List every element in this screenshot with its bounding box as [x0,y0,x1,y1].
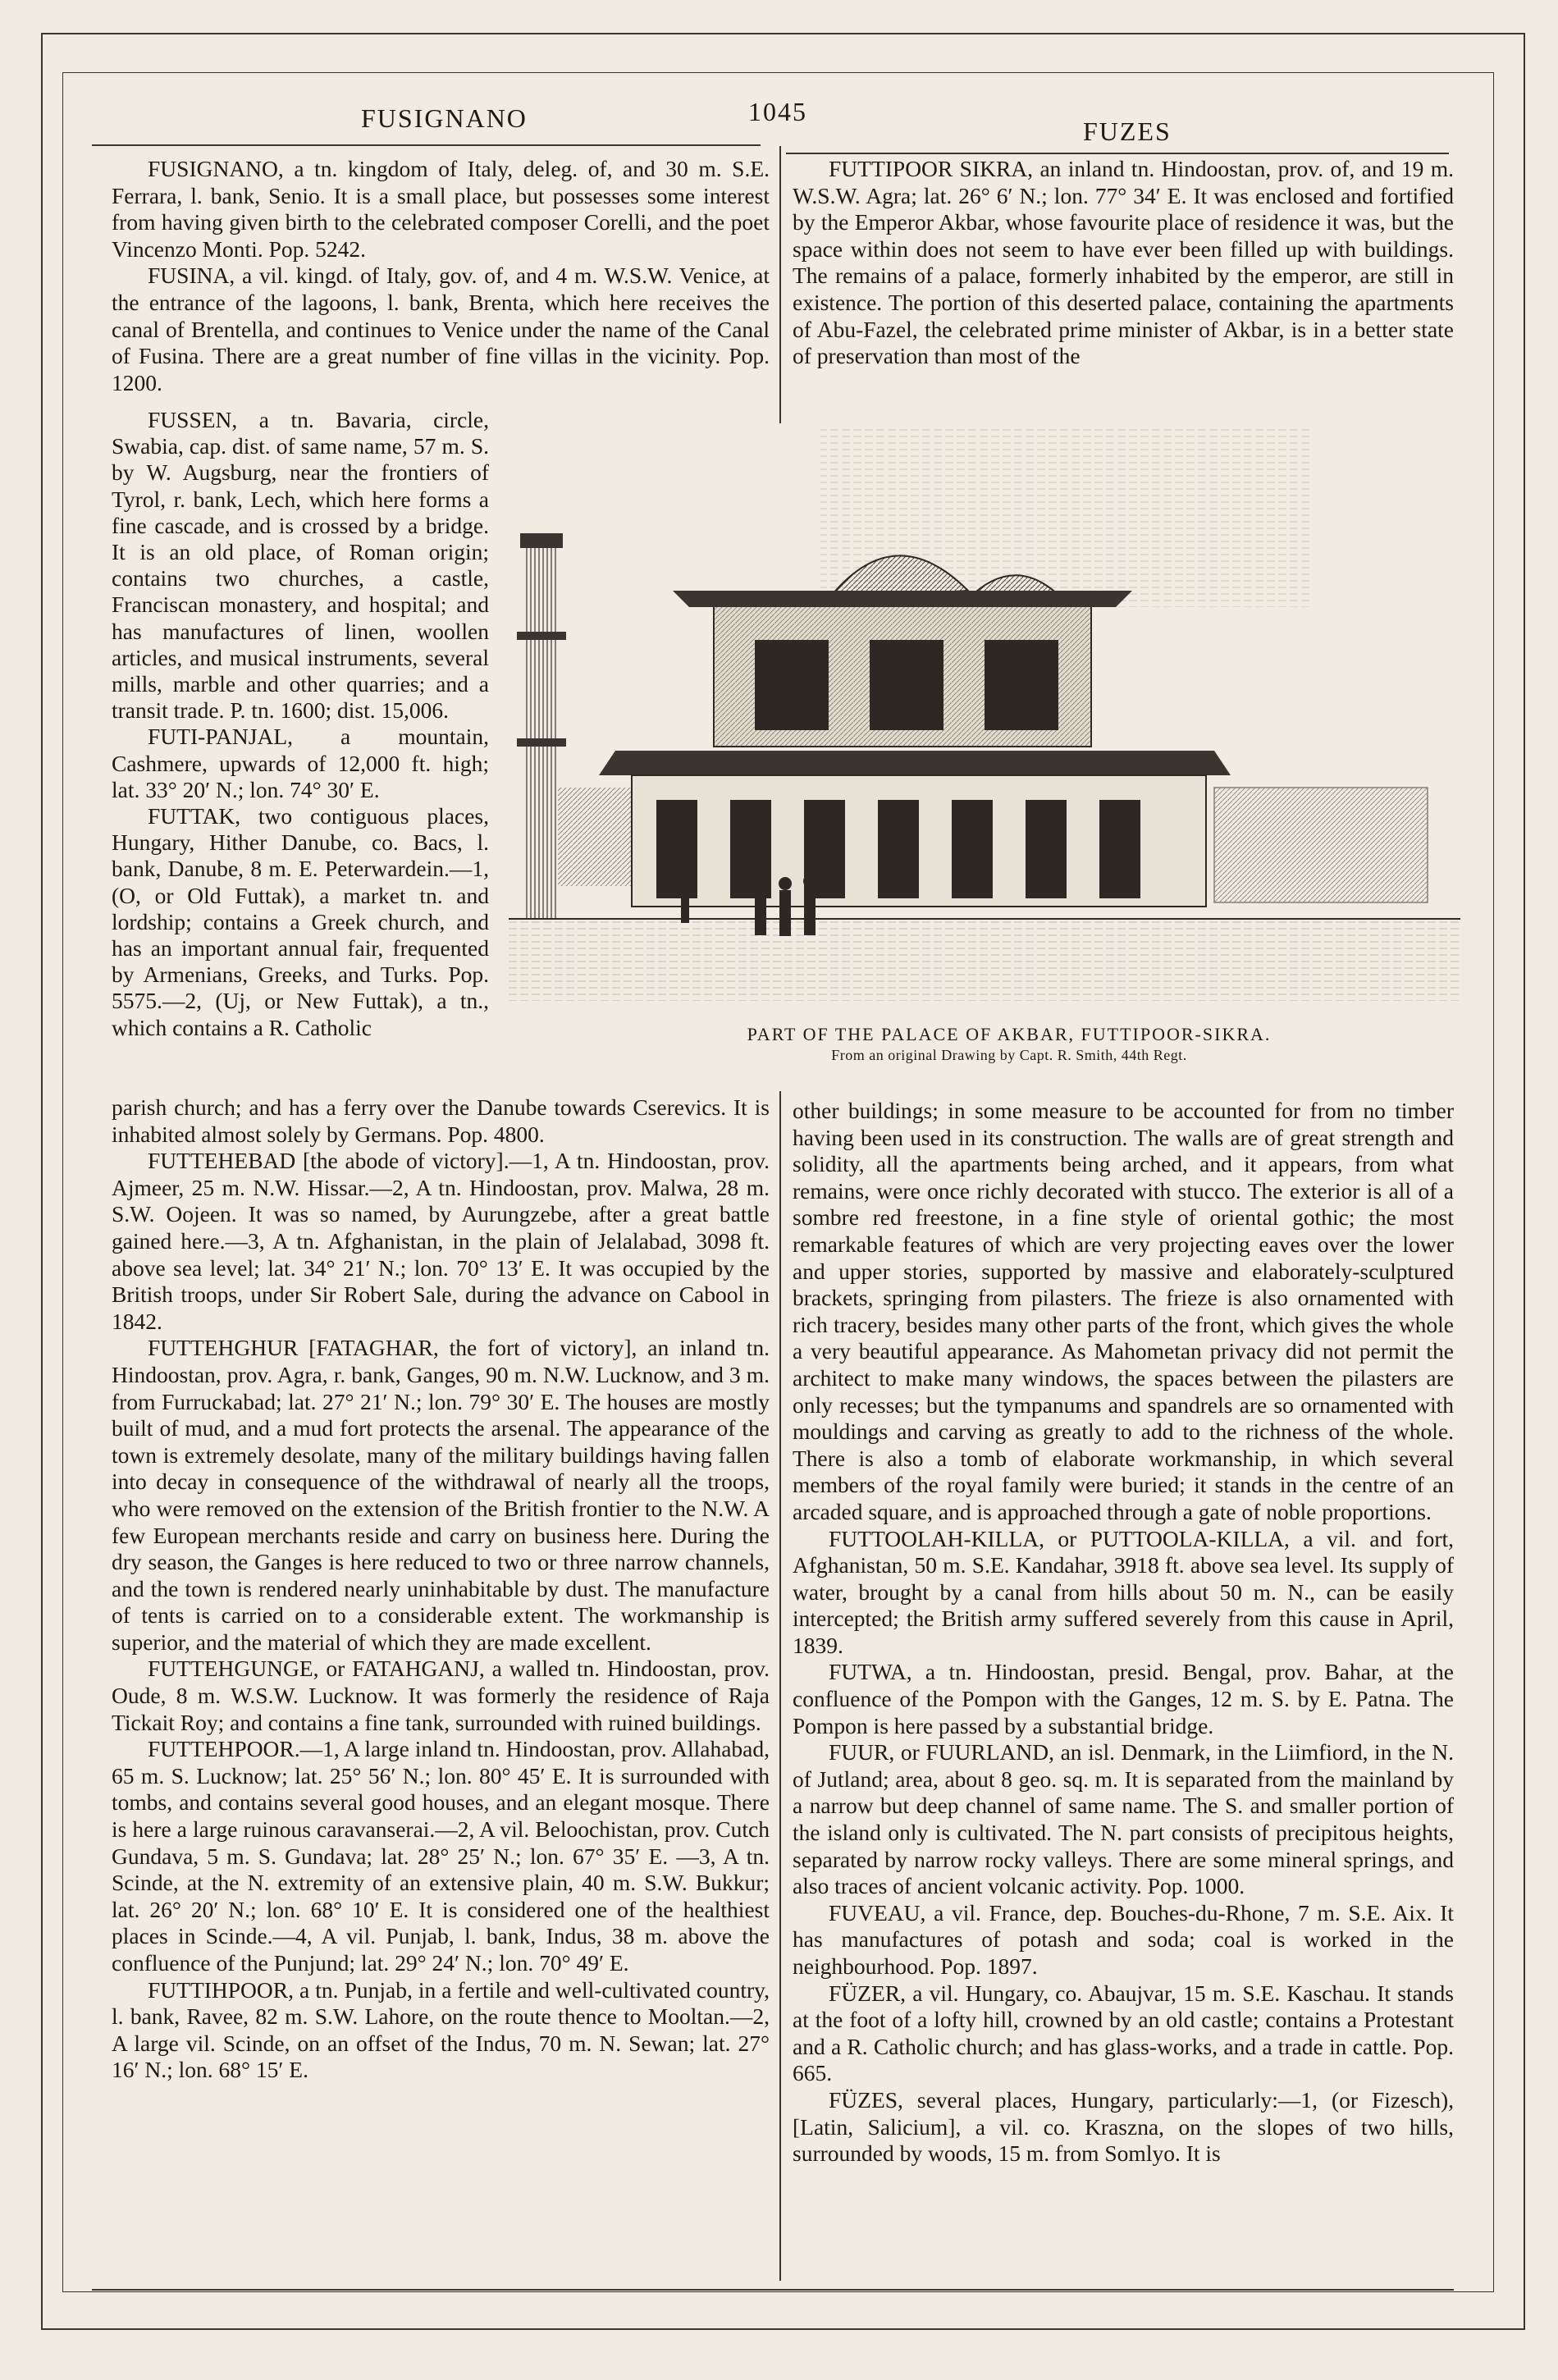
entry-futtehpoor: FUTTEHPOOR.—1, A large inland tn. Hindoostan, prov. Allahabad, 65 m. S. Lucknow; lat. 25° 56′ N.; lon. 80° 45′ E. It is surrounded with tombs, and contains several good houses, and an elegant mosque. There is here a large ruinous caravanserai.—2, A vil. Beloochistan, prov. Cutch Gundava, 5 m. S. Gundava; lat. 28° 25′ N.; lon. 67° 35′ E. —3, A tn. Scinde, at the N. extremity of an extensive plain, 40 m. S.W. Bukkur; lat. 26° 20′ N.; lon. 68° 10′ E. It is considered one of the healthiest places in Scinde.—4, A vil. Punjab, l. bank, Indus, 38 m. above the confluence of the Punjund; lat. 29° 24′ N.; lon. 70° 49′ E. [112,1736,770,1976]
entry-futtehghur: FUTTEHGHUR [FATAGHAR, the fort of victory], an inland tn. Hindoostan, prov. Agra, r. bank, Ganges, 90 m. N.W. Lucknow, and 3 m. from Furruckabad; lat. 27° 21′ N.; lon. 79° 30′ E. The houses are mostly built of mud, and a mud fort protects the arsenal. The appearance of the town is extremely desolate, many of the military buildings having fallen into decay in consequence of the withdrawal of nearly all the troops, who were removed on the extension of the British frontier to the N.W. A few European merchants reside and carry on business here. During the dry season, the Ganges is here reduced to two or three narrow channels, and the town is rendered nearly uninhabitable by dust. The manufacture of tents is carried on to a considerable extent. The workmanship is superior, and the material of which they are made excellent. [112,1335,770,1655]
entry-fuur: FUUR, or FUURLAND, an isl. Denmark, in the Liimfiord, in the N. of Jutland; area, about 8 geo. sq. m. It is separated from the mainland by a narrow but deep channel of same name. The S. and smaller portion of the island only is cultivated. The N. part consists of precipitous heights, separated by narrow rocky valleys. There are some mineral springs, and also traces of ancient volcanic activity. Pop. 1000. [793,1739,1454,1899]
page-number: 1045 [748,97,807,126]
header-rule-left [92,144,761,146]
entry-fuveau: FUVEAU, a vil. France, dep. Bouches-du-Rhone, 7 m. S.E. Aix. It has manufactures of potash and soda; coal is worked in the neighbourhood. Pop. 1897. [793,1899,1454,1979]
entry-fuzes: FÜZES, several places, Hungary, particularly:—1, (or Fizesch), [Latin, Salicium], a vil. co. Kraszna, on the slopes of two hills, surrounded by woods, 15 m. from Somlyo. It is [793,2086,1454,2167]
running-head-right: FUZES [1083,116,1172,146]
left-column-bottom [112,1094,770,2084]
entry-futtoolah-killa: FUTTOOLAH-KILLA, or PUTTOOLA-KILLA, a vil. and fort, Afghanistan, 50 m. S.E. Kandahar, 3918 ft. above sea level. Its supply of water, brought by a canal from hills about 50 m. N., can be easily intercepted; the British army suffered severely from this cause in April, 1839. [793,1525,1454,1658]
left-column-narrow [112,407,489,1041]
entry-futtehebad: FUTTEHEBAD [the abode of victory].—1, A tn. Hindoostan, prov. Ajmeer, 25 m. N.W. Hissar.—2, A tn. Hindoostan, prov. Malwa, 28 m. S.W. Oojeen. It was so named, by Aurungzebe, after a great battle gained here.—3, A tn. Afghanistan, in the plain of Jelalabad, 3098 ft. above sea level; lat. 34° 21′ N.; lon. 70° 13′ E. It was occupied by the British troops, under Sir Robert Sale, during the advance on Cabool in 1842. [112,1148,770,1334]
running-head-left: FUSIGNANO [361,103,528,133]
entry-futtipoor-sikra-continued: other buildings; in some measure to be accounted for from no timber having been used in its construction. The walls are of great strength and solidity, all the apartments being arched, and it appears, from what remains, were once richly decorated with stucco. The exterior is all of a sombre red freestone, in a fine style of oriental gothic; the most remarkable features of which are very projecting eaves over the lower and upper stories, supported by massive and elaborately-sculptured brackets, springing from pilasters. The frieze is also ornamented with rich tracery, besides many other parts of the front, which gives the whole a very beautiful appearance. As Mahometan privacy did not permit the architect to make many windows, the spaces between the pilasters are only recesses; but the tympanums and spandrels are so ornamented with mouldings and carving as greatly to add to the richness of the whole. There is also a tomb of elaborate workmanship, in which several members of the royal family were buried; it stands in the centre of an arcaded square, and is approached through a gate of noble proportions. [793,1098,1454,1524]
footer-rule [92,2289,1454,2291]
entry-fuzer: FÜZER, a vil. Hungary, co. Abaujvar, 15 m. S.E. Kaschau. It stands at the foot of a lofty hill, crowned by an old castle; contains a Protestant and a R. Catholic church; and has glass-works, and a trade in cattle. Pop. 665. [793,1980,1454,2086]
entry-fussen: FUSSEN, a tn. Bavaria, circle, Swabia, cap. dist. of same name, 57 m. S. by W. Augsburg, near the frontiers of Tyrol, r. bank, Lech, which here forms a fine cascade, and is crossed by a bridge. It is an old place, of Roman origin; contains two churches, a castle, Franciscan monastery, and hospital; and has manufactures of linen, woollen articles, and musical instruments, several mills, marble and other quarries; and a transit trade. P. tn. 1600; dist. 15,006. [112,407,489,724]
entry-futwa: FUTWA, a tn. Hindoostan, presid. Bengal, prov. Bahar, at the confluence of the Pompon with the Ganges, 12 m. S. by E. Patna. The Pompon is here passed by a substantial bridge. [793,1659,1454,1738]
entry-fusignano: FUSIGNANO, a tn. kingdom of Italy, deleg. of, and 30 m. S.E. Ferrara, l. bank, Senio. It is a small place, but possesses some interest from having given birth to the celebrated composer Corelli, and the poet Vincenzo Monti. Pop. 5242. [112,156,770,262]
left-column-top [112,156,770,396]
entry-futtehgunge: FUTTEHGUNGE, or FATAHGANJ, a walled tn. Hindoostan, prov. Oude, 8 m. W.S.W. Lucknow. It was formerly the residence of Raja Tickait Roy; and contains a fine tank, surrounded with ruined buildings. [112,1656,770,1735]
header-rule-right [786,153,1449,154]
figure-credit: From an original Drawing by Capt. R. Smith, 44th Regt. [831,1047,1187,1063]
right-column-top [793,156,1454,370]
entry-futtihpoor: FUTTIHPOOR, a tn. Punjab, in a fertile and well-cultivated country, l. bank, Ravee, 82 m. S.W. Lahore, on the route thence to Mooltan.—2, A large vil. Scinde, on an offset of the Indus, 70 m. N. Sewan; lat. 27° 16′ N.; lon. 68° 15′ E. [112,1976,770,2083]
right-column-bottom [793,1098,1454,2168]
entry-fusina: FUSINA, a vil. kingd. of Italy, gov. of, and 4 m. W.S.W. Venice, at the entrance of the lagoons, l. bank, Brenta, which here receives the canal of Brentella, and continues to Venice under the name of the Canal of Fusina. There are a great number of fine villas in the vicinity. Pop. 1200. [112,263,770,395]
entry-futtak: FUTTAK, two contiguous places, Hungary, Hither Danube, co. Bacs, l. bank, Danube, 8 m. E. Peterwardein.—1, (O, or Old Futtak), a market tn. and lordship; contains a Greek church, and has an important annual fair, frequented by Armenians, Greeks, and Turks. Pop. 5575.—2, (Uj, or New Futtak), a tn., which contains a R. Catholic [112,803,489,1040]
entry-futtipoor-sikra: FUTTIPOOR SIKRA, an inland tn. Hindoostan, prov. of, and 19 m. W.S.W. Agra; lat. 26° 6′ N.; lon. 77° 34′ E. It was enclosed and fortified by the Emperor Akbar, whose favourite place of residence it was, but the space within does not seem to have ever been filled up with buildings. The remains of a palace, formerly inhabited by the emperor, are still in existence. The portion of this deserted palace, containing the apartments of Abu-Fazel, the celebrated prime minister of Akbar, is in a better state of preservation than most of the [793,156,1454,369]
column-rule-bottom [779,1091,781,2281]
palace-engraving-icon [509,427,1460,1001]
column-rule-top [779,146,781,423]
entry-futi-panjal: FUTI-PANJAL, a mountain, Cashmere, upwards of 12,000 ft. high; lat. 33° 20′ N.; lon. 74° 30′ E. [112,724,489,802]
entry-futtak-continued: parish church; and has a ferry over the Danube towards Cserevics. It is inhabited almost solely by Germans. Pop. 4800. [112,1094,770,1147]
figure-caption: PART OF THE PALACE OF AKBAR, FUTTIPOOR-SIKRA. [747,1024,1272,1044]
